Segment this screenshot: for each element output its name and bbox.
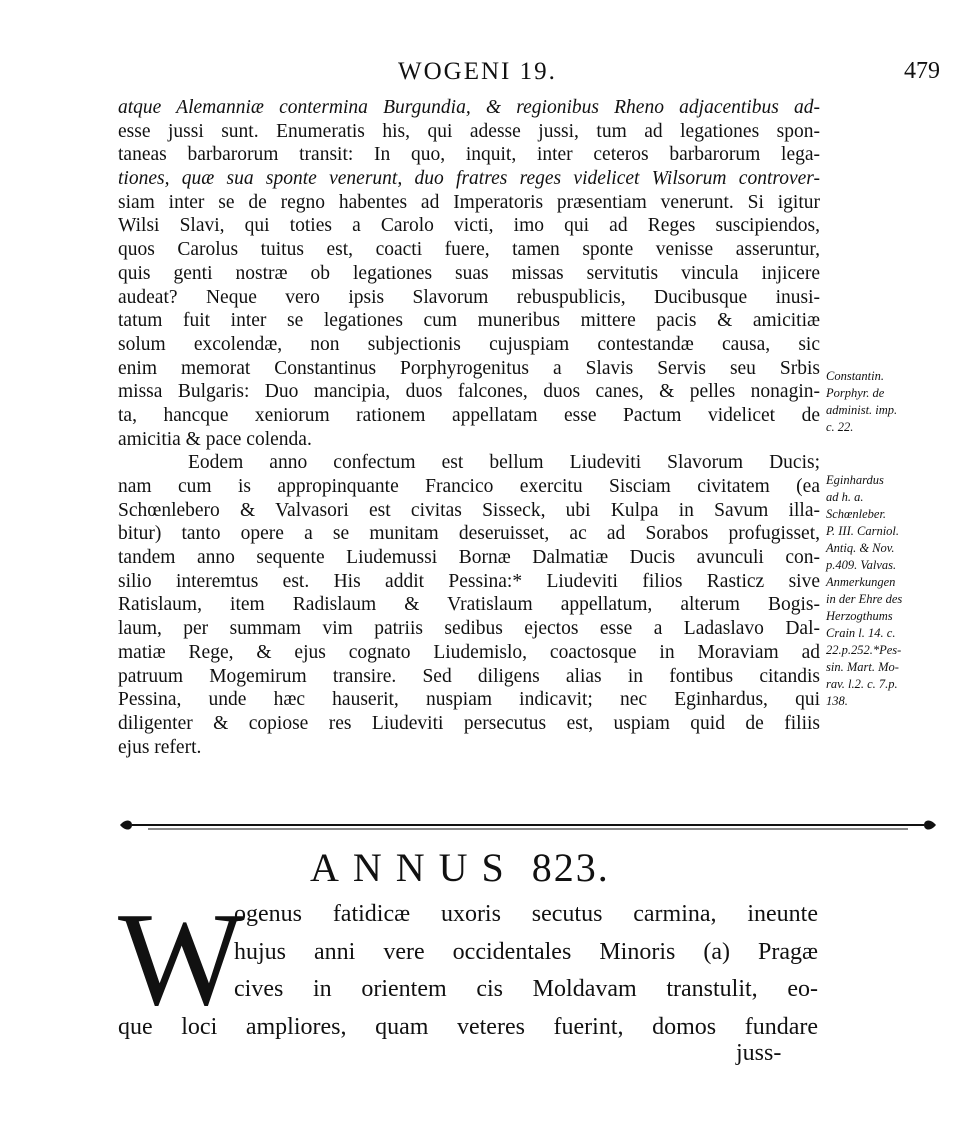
text-line: tandem anno sequente Liudemussi Bornæ Dalmatiæ Ducis avunculi con- xyxy=(118,547,820,569)
margin-note-line: Constantin. xyxy=(826,369,884,383)
margin-note-line: sin. Mart. Mo- xyxy=(826,660,899,674)
section-line: ogenus fatidicæ uxoris secutus carmina, ineunte xyxy=(234,901,818,927)
margin-note-line: p.409. Valvas. xyxy=(826,558,897,572)
main-text xyxy=(118,96,820,759)
drop-cap-initial: W xyxy=(118,885,245,1033)
text-line: diligenter & copiose res Liudeviti persecutus est, uspiam quid de filiis xyxy=(118,712,820,734)
margin-note-line: Eginhardus xyxy=(826,473,884,487)
section-line: hujus anni vere occidentales Minoris (a) Pragæ xyxy=(234,938,818,965)
text-line: ta, hancque xeniorum rationem appellatam esse Pactum videlicet de xyxy=(118,404,820,426)
text-line: solum excolendæ, non subjectionis cujuspiam contestandæ causa, sic xyxy=(118,333,820,355)
text-line: bitur) tanto opere a se munitam deseruisset, ac ad Sorabos profugisset, xyxy=(118,523,820,545)
margin-note-line: rav. l.2. c. 7.p. xyxy=(826,677,898,691)
text-line: enim memorat Constantinus Porphyrogenitus a Slavis Servis seu Srbis xyxy=(118,357,820,379)
text-line: audeat? Neque vero ipsis Slavorum rebuspublicis, Ducibusque inusi- xyxy=(118,286,820,308)
text-line: Eodem anno confectum est bellum Liudeviti Slavorum Ducis; xyxy=(188,452,820,474)
text-line: laum, per summam vim patriis sedibus ejectos esse a Ladaslavo Dal- xyxy=(118,618,820,640)
page-header xyxy=(120,58,940,90)
text-line: ejus refert. xyxy=(118,736,202,758)
margin-note-line: 22.p.252.*Pes- xyxy=(826,643,902,657)
annus-year: 823. xyxy=(531,845,610,890)
ornamental-rule xyxy=(118,818,938,832)
catchword: juss- xyxy=(736,1040,782,1066)
section-text xyxy=(118,896,818,1046)
text-line: amicitia & pace colenda. xyxy=(118,428,312,450)
text-line: Pessina, unde hæc hauserit, nuspiam indicavit; nec Eginhardus, qui xyxy=(118,689,820,711)
margin-note-line: in der Ehre des xyxy=(826,592,903,606)
margin-note-line: P. III. Carniol. xyxy=(826,524,900,538)
margin-note-line: Porphyr. de xyxy=(826,386,885,400)
margin-note-line: 138. xyxy=(826,694,848,708)
running-head: WOGENI 19. xyxy=(398,58,557,85)
margin-note-constantin xyxy=(826,368,938,436)
text-line: silio interemtus est. His addit Pessina:* Liudeviti filios Rasticz sive xyxy=(118,570,820,592)
text-line: missa Bulgaris: Duo mancipia, duos falcones, duos canes, & pelles nonagin- xyxy=(118,381,820,403)
page-number: 479 xyxy=(904,58,940,84)
margin-note-line: administ. imp. xyxy=(826,403,898,417)
section-line: cives in orientem cis Moldavam transtulit, eo- xyxy=(234,976,818,1002)
text-line: tatum fuit inter se legationes cum muneribus mittere pacis & amicitiæ xyxy=(118,310,820,332)
text-line: Schœnlebero & Valvasori est civitas Sisseck, ubi Kulpa in Savum illa- xyxy=(118,499,820,521)
margin-note-line: ad h. a. xyxy=(826,490,864,504)
text-line: quos Carolus tuitus est, coacti fuere, tamen sponte venisse asseruntur, xyxy=(118,239,820,261)
annus-label: ANNUS xyxy=(310,845,518,890)
margin-note-eginhardus xyxy=(826,472,938,710)
margin-note-line: Anmerkungen xyxy=(826,575,896,589)
year-heading xyxy=(310,844,610,891)
text-line: Ratislaum, item Radislaum & Vratislaum appellatum, alterum Bogis- xyxy=(118,594,820,616)
text-line: Wilsi Slavi, qui toties a Carolo victi, imo qui ad Reges suscipiendos, xyxy=(118,215,820,237)
text-line: matiæ Rege, & ejus cognato Liudemislo, coactosque in Moraviam ad xyxy=(118,641,820,663)
margin-note-line: Herzogthums xyxy=(826,609,893,623)
text-line: nam cum is appropinquante Francico exercitu Sisciam civitatem (ea xyxy=(118,476,820,497)
margin-note-line: c. 22. xyxy=(826,420,854,434)
margin-note-line: Crain l. 14. c. xyxy=(826,626,896,640)
section-line: que loci ampliores, quam veteres fuerint, domos fundare xyxy=(118,1013,818,1040)
text-line: atque Alemanniæ contermina Burgundia, & regionibus Rheno adjacentibus ad- xyxy=(118,97,820,118)
text-line: siam inter se de regno habentes ad Imperatoris præsentiam venerunt. Si igitur xyxy=(118,191,820,213)
text-line: taneas barbarorum transit: In quo, inquit, inter ceteros barbarorum lega- xyxy=(118,144,820,166)
text-line: quis genti nostræ ob legationes suas missas servitutis vincula injicere xyxy=(118,262,820,284)
text-line: patruum Mogemirum transire. Sed diligens alias in fontibus citandis xyxy=(118,665,820,687)
margin-note-line: Antiq. & Nov. xyxy=(826,541,895,555)
text-line: esse jussi sunt. Enumeratis his, qui adesse jussi, tum ad legationes spon- xyxy=(118,120,820,142)
margin-note-line: Schœnleber. xyxy=(826,507,887,521)
text-line: tiones, quæ sua sponte venerunt, duo fratres reges videlicet Wilsorum controver- xyxy=(118,168,820,190)
